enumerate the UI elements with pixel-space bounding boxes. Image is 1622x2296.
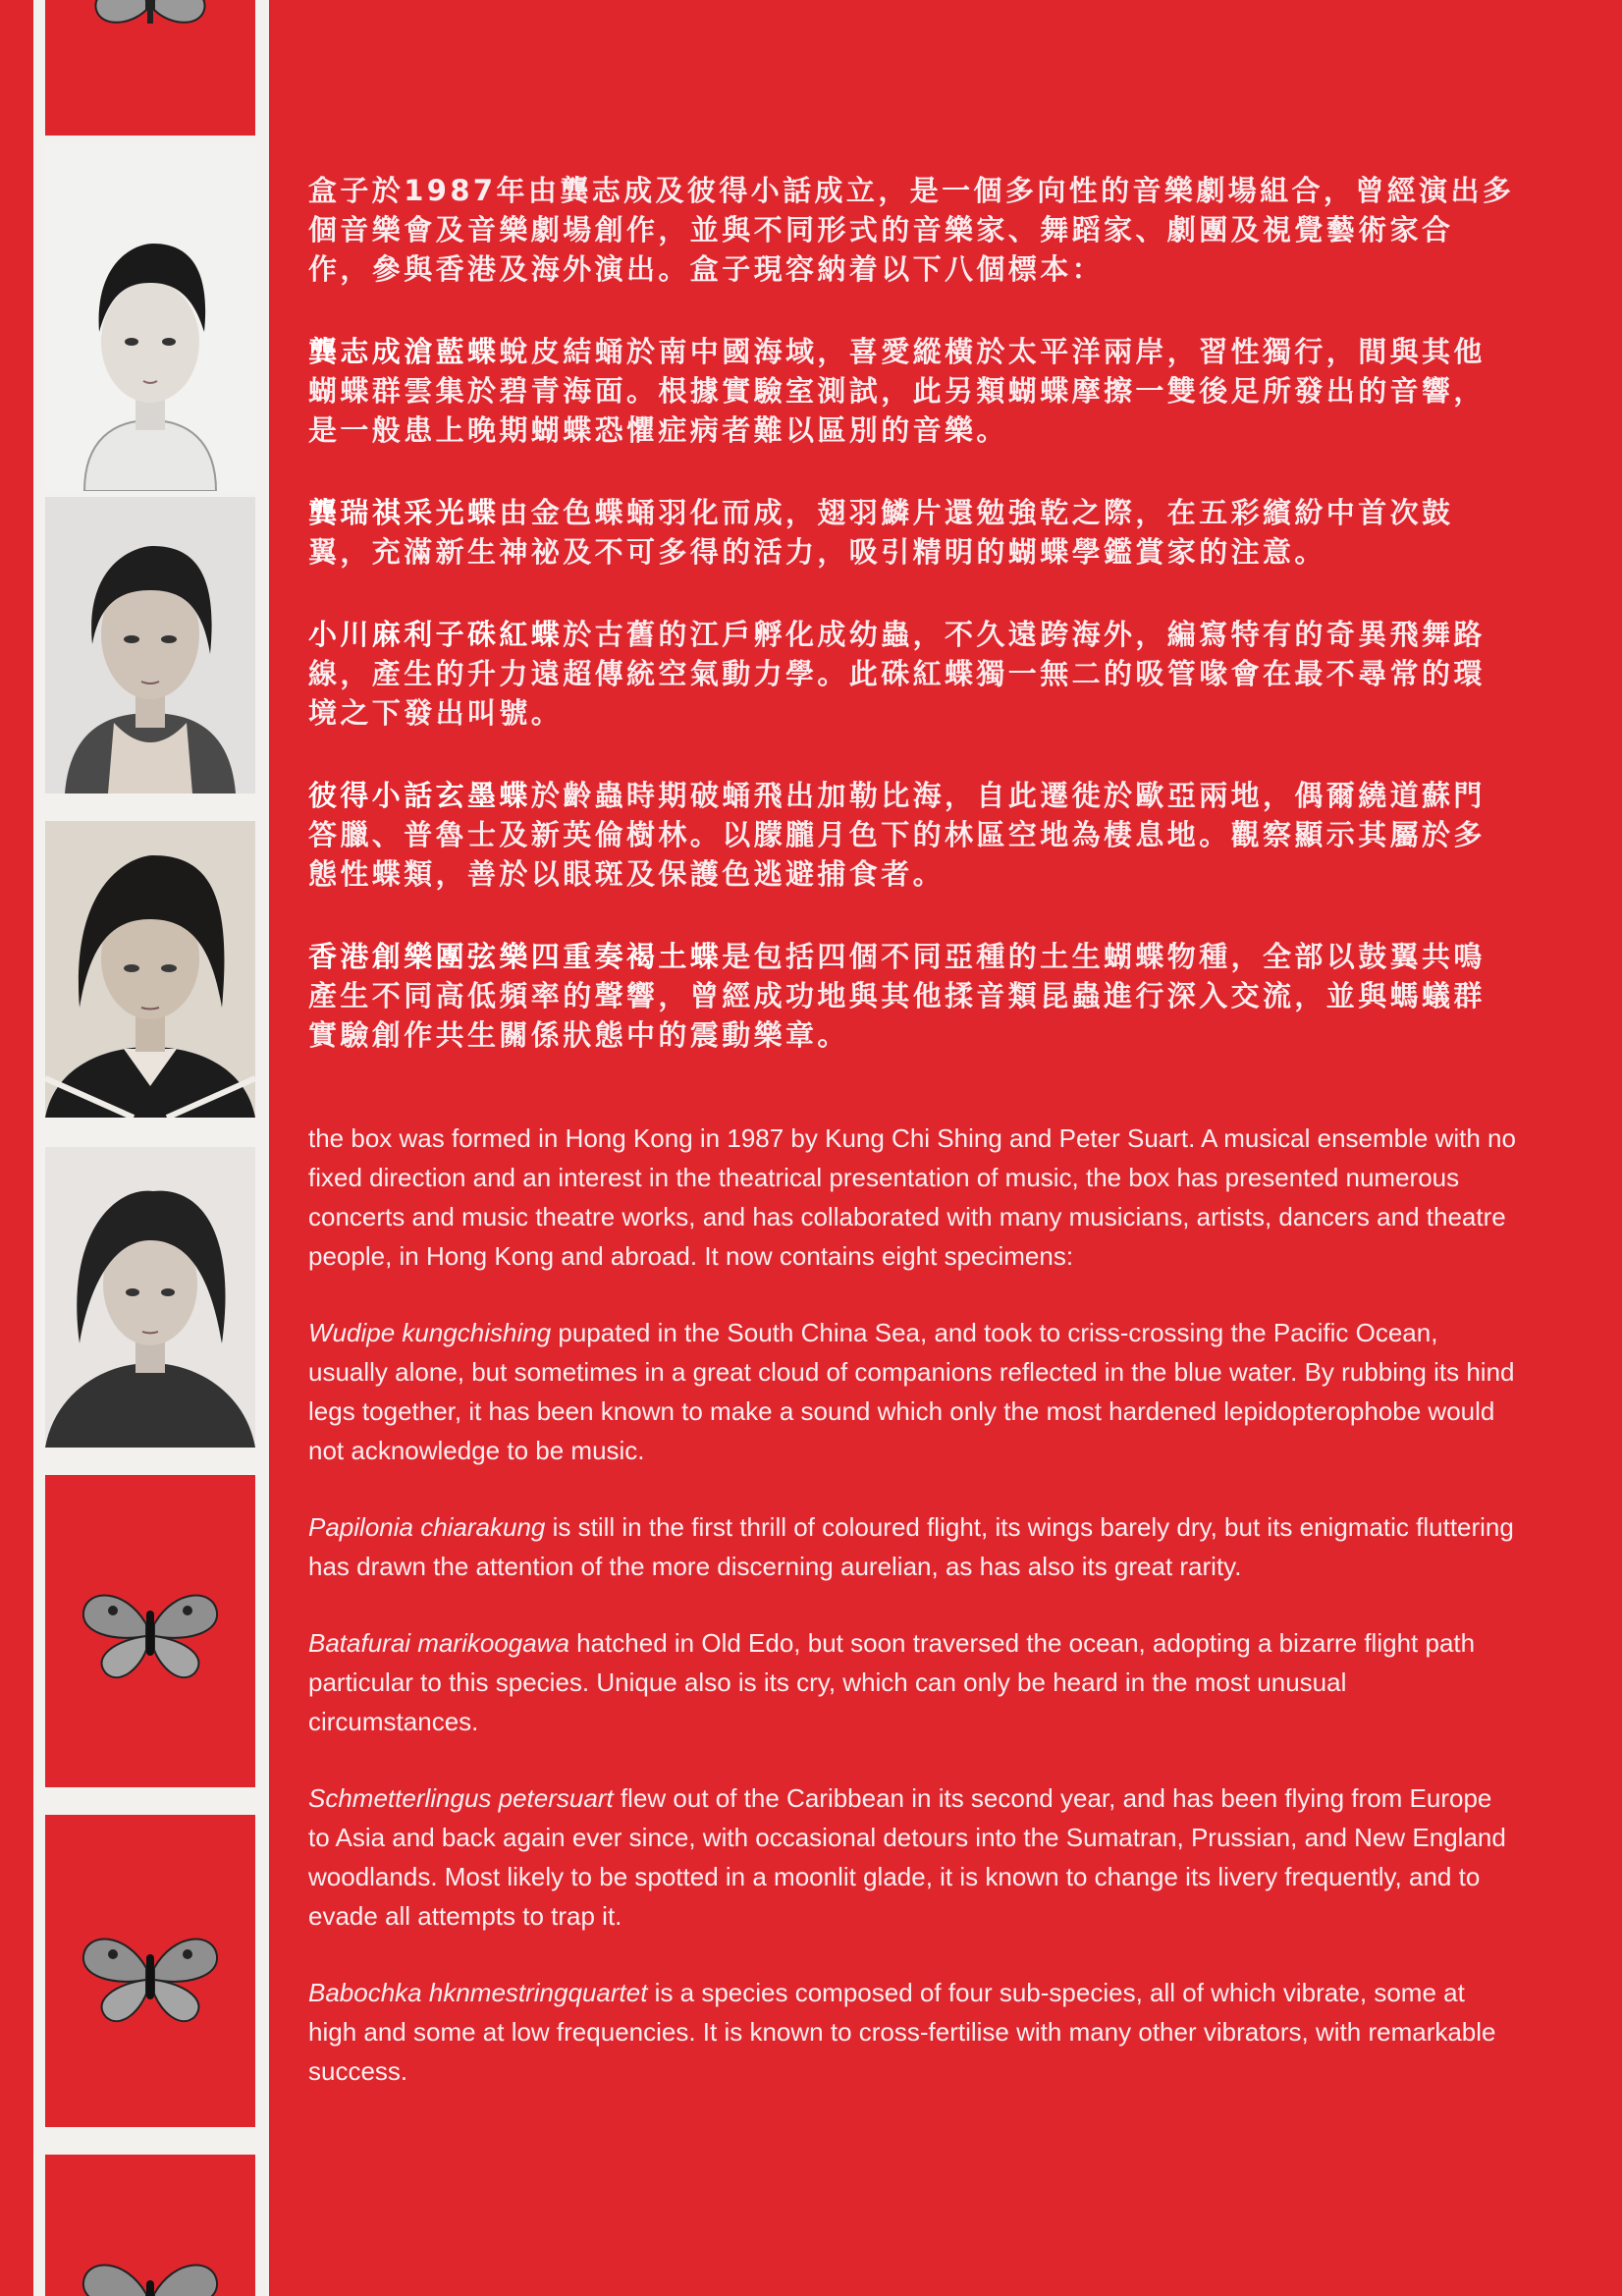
specimen-description: is still in the first thrill of coloured flight, its wings barely dry, but its enigmatic fluttering has drawn the attention of the more discerning aurelian, as has also its great rarity. xyxy=(308,1512,1514,1581)
left-red-margin xyxy=(0,0,33,2296)
specimen-name: 龔瑞祺采光蝶 xyxy=(308,496,500,529)
butterfly-tile xyxy=(45,0,255,136)
chinese-specimen-paragraph xyxy=(308,493,1516,572)
english-specimen-paragraph xyxy=(308,1507,1516,1586)
specimen-name: Batafurai marikoogawa xyxy=(308,1628,569,1658)
column-divider xyxy=(255,0,269,2296)
chinese-specimen-paragraph xyxy=(308,937,1516,1055)
specimen-name: Papilonia chiarakung xyxy=(308,1512,546,1542)
specimen-description: flew out of the Caribbean in its second year, and has been flying from Europe to Asia and back again ever since, with occasional detours into the Sumatran, Prussian, and New England woodlands. Most likely to be spotted in a moonlit glade, it is known to change its livery frequently, and to evade all attempts to trap it. xyxy=(308,1783,1506,1931)
specimen-description: pupated in the South China Sea, and took to criss-crossing the Pacific Ocean, usually alone, but sometimes in a great cloud of companions reflected in the blue water. By rubbing its hind legs together, it has been known to make a sound which only the most hardened lepidopterophobe would not acknowledge to be music. xyxy=(308,1318,1515,1465)
butterfly-icon xyxy=(45,1475,255,1787)
specimen-description: 蛻皮結蛹於南中國海域，喜愛縱橫於太平洋兩岸，習性獨行，間與其他蝴蝶群雲集於碧青海面。根據實驗室測試，此另類蝴蝶摩擦一雙後足所發出的音響，是一般患上晚期蝴蝶恐懼症病者難以區別的音樂。 xyxy=(308,335,1486,447)
portrait-photo xyxy=(45,821,255,1118)
specimen-name: 龔志成滄藍蝶 xyxy=(308,335,500,368)
specimen-description: 由金色蝶蛹羽化而成，翅羽鱗片還勉強乾之際，在五彩繽紛中首次鼓翼，充滿新生神祕及不可多得的活力，吸引精明的蝴蝶學鑑賞家的注意。 xyxy=(308,496,1454,569)
specimen-description: 於齡蟲時期破蛹飛出加勒比海，自此遷徙於歐亞兩地，偶爾繞道蘇門答臘、普魯士及新英倫樹林。以朦朧月色下的林區空地為棲息地。觀察顯示其屬於多態性蝶類，善於以眼斑及保護色逃避捕食者。 xyxy=(308,779,1486,891)
specimen-description: hatched in Old Edo, but soon traversed the ocean, adopting a bizarre flight path particular to this species. Unique also is its cry, which can only be heard in the most unusual circumstances. xyxy=(308,1628,1476,1736)
english-specimen-paragraph xyxy=(308,1973,1516,2091)
specimen-description: is a species composed of four sub-species, all of which vibrate, some at high and some at low frequencies. It is known to cross-fertilise with many other vibrators, with remarkable success. xyxy=(308,1978,1496,2086)
chinese-text-block xyxy=(308,171,1516,1098)
specimen-name: 小川麻利子硃紅蝶 xyxy=(308,618,564,651)
specimen-description: 是包括四個不同亞種的土生蝴蝶物種，全部以鼓翼共鳴產生不同高低頻率的聲響，曾經成功地與其他揉音類昆蟲進行深入交流，並與螞蟻群實驗創作共生關係狀態中的震動樂章。 xyxy=(308,940,1486,1052)
specimen-name: 彼得小話玄墨蝶 xyxy=(308,779,531,812)
butterfly-icon xyxy=(45,2155,255,2296)
specimen-description: 於古舊的江戶孵化成幼蟲，不久遠跨海外，編寫特有的奇異飛舞路線，產生的升力遠超傳統空氣動力學。此硃紅蝶獨一無二的吸管喙會在最不尋常的環境之下發出叫號。 xyxy=(308,618,1486,730)
butterfly-tile xyxy=(45,1815,255,2127)
english-specimen-paragraph xyxy=(308,1313,1516,1470)
specimen-name: 香港創樂團弦樂四重奏褐土蝶 xyxy=(308,940,723,973)
portrait-photo xyxy=(45,497,255,793)
butterfly-tile xyxy=(45,2155,255,2296)
chinese-specimen-paragraph xyxy=(308,332,1516,450)
portrait-photo xyxy=(45,145,255,491)
english-text-block xyxy=(308,1119,1516,2128)
butterfly-icon xyxy=(45,1815,255,2127)
english-specimen-paragraph xyxy=(308,1778,1516,1936)
butterfly-icon xyxy=(45,0,255,136)
chinese-intro: 盒子於1987年由龔志成及彼得小話成立，是一個多向性的音樂劇場組合，曾經演出多個音樂會及音樂劇場創作，並與不同形式的音樂家、舞蹈家、劇團及視覺藝術家合作，參與香港及海外演出。盒子現容納着以下八個標本： xyxy=(308,174,1515,286)
specimen-name: Babochka hknmestringquartet xyxy=(308,1978,648,2007)
specimen-name: Wudipe kungchishing xyxy=(308,1318,552,1347)
specimen-name: Schmetterlingus petersuart xyxy=(308,1783,614,1813)
english-specimen-paragraph xyxy=(308,1623,1516,1741)
english-intro: the box was formed in Hong Kong in 1987 by Kung Chi Shing and Peter Suart. A musical ensemble with no fixed direction and an interest in the theatrical presentation of music, the box has presented numerous concerts and music theatre works, and has collaborated with many musicians, artists, dancers and theatre people, in Hong Kong and abroad. It now contains eight specimens: xyxy=(308,1123,1516,1271)
chinese-specimen-paragraph xyxy=(308,776,1516,894)
chinese-specimen-paragraph xyxy=(308,615,1516,733)
butterfly-tile xyxy=(45,1475,255,1787)
portrait-photo xyxy=(45,1147,255,1448)
